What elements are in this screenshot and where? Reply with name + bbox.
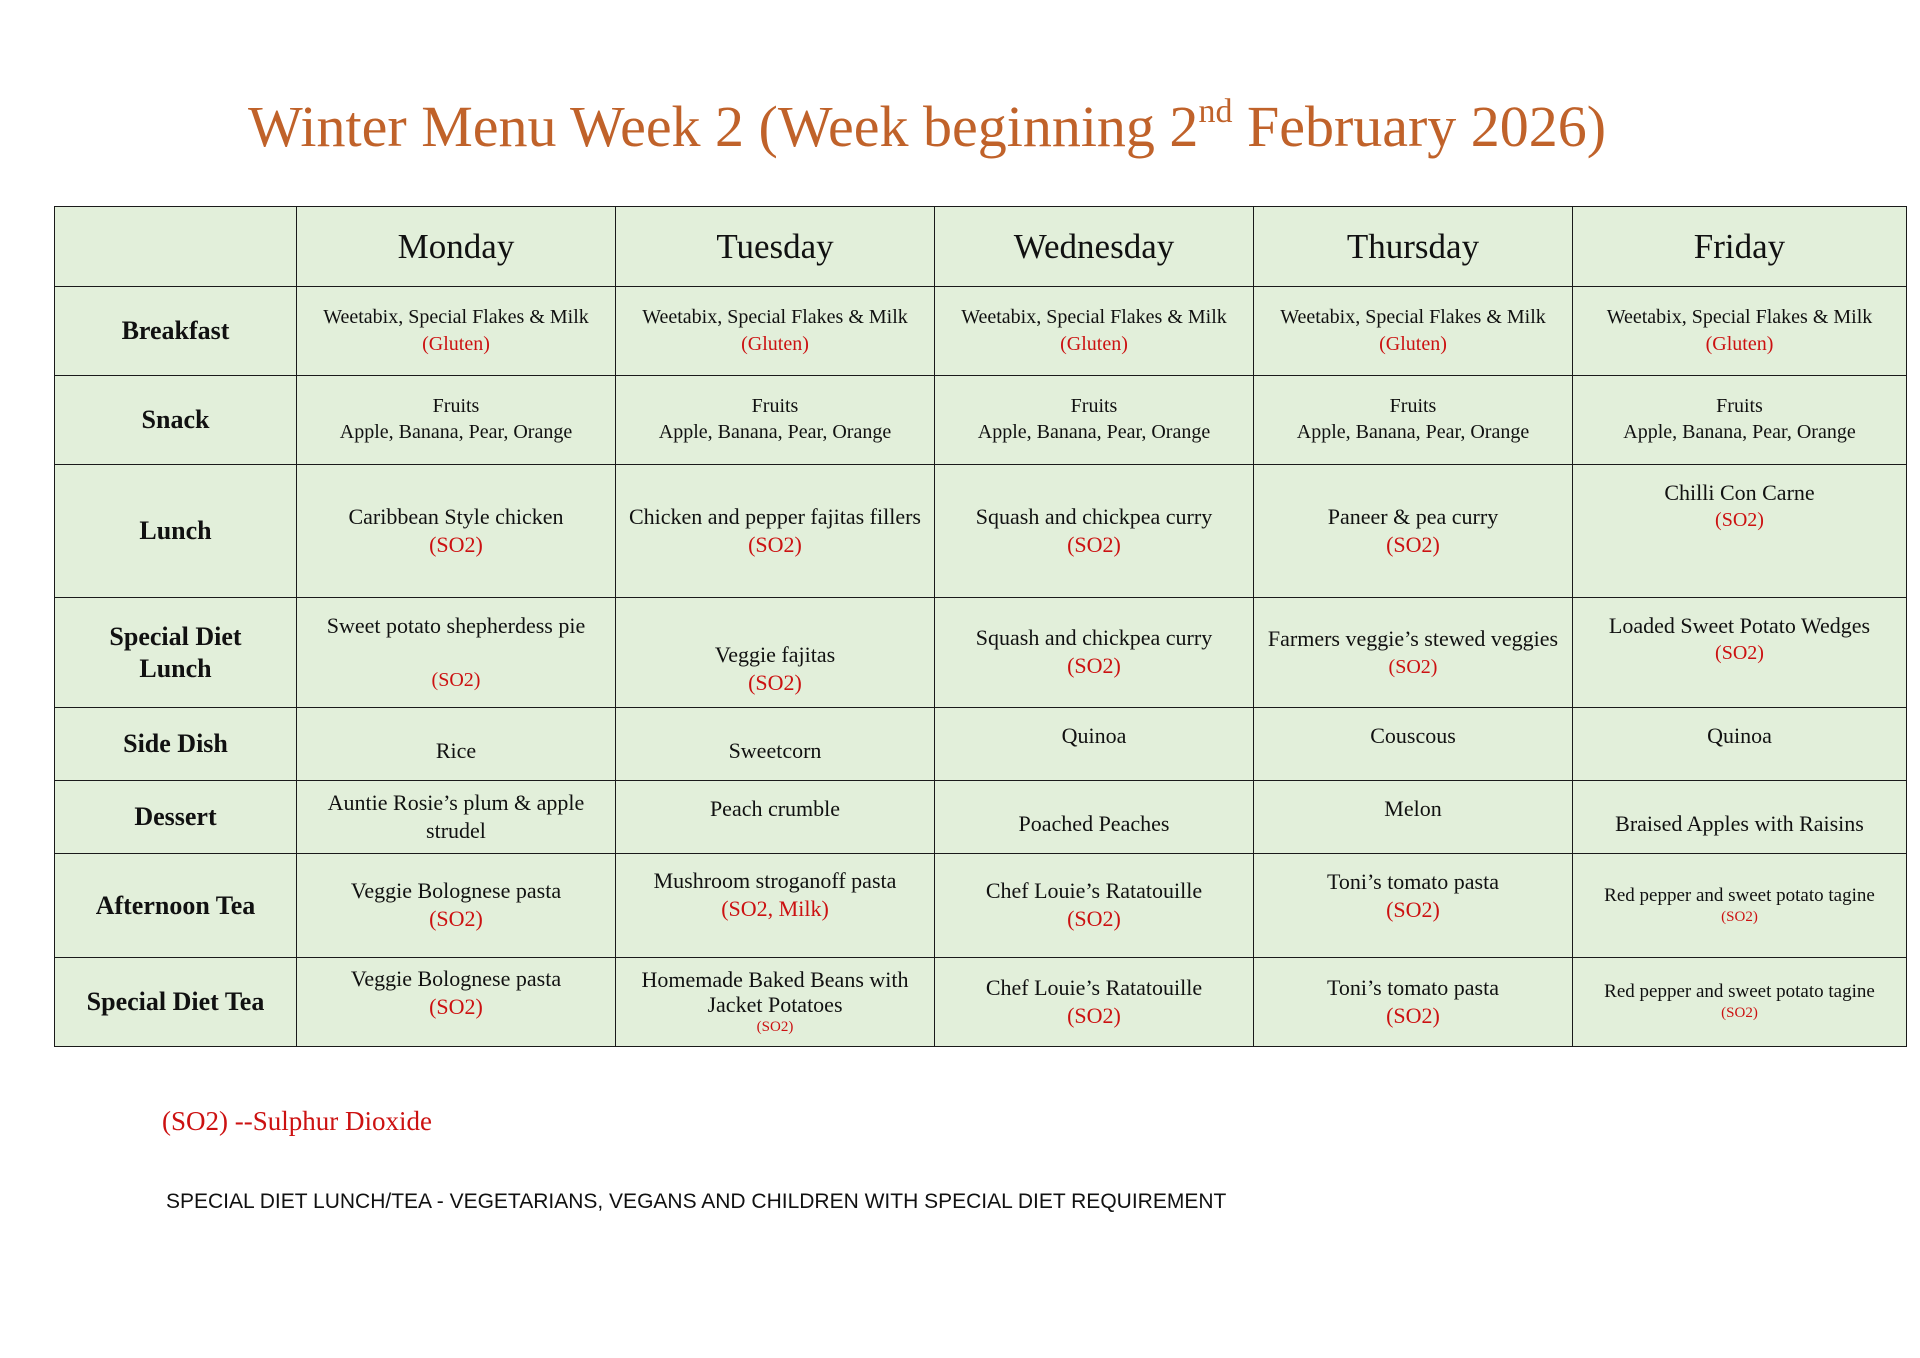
snack-line-1: Fruits [751,395,799,418]
dish-text: Weetabix, Special Flakes & Milk [323,306,589,329]
snack-line-2: Apple, Banana, Pear, Orange [977,421,1211,443]
page-title [248,93,1607,159]
dish-text: Veggie fajitas [714,642,836,668]
dish-text: Weetabix, Special Flakes & Milk [1606,306,1873,329]
lunch-cell-monday [297,465,616,598]
snack-cell-monday [297,376,616,465]
dessert-cell-thursday [1254,781,1573,854]
day-header-monday: Monday [297,207,616,287]
special-diet-lunch-row [55,598,1907,708]
dish-text: Chef Louie’s Ratatouille [985,878,1203,904]
dish-text: Braised Apples with Raisins [1615,810,1864,836]
dish-text: Toni’s tomato pasta [1327,974,1499,1000]
special-diet-tea-cell-thursday [1254,958,1573,1047]
breakfast-cell-thursday [1254,287,1573,376]
side-dish-cell-tuesday [616,708,935,781]
dessert-row [55,781,1907,854]
breakfast-cell-friday [1573,287,1907,376]
afternoon-tea-row [55,854,1907,958]
allergen-label: (Gluten) [1379,332,1447,355]
side-dish-cell-friday [1573,708,1907,781]
day-header-thursday: Thursday [1254,207,1573,287]
allergen-label: (SO2) [429,531,483,557]
corner-cell [55,207,297,287]
lunch-row [55,465,1907,598]
snack-line-2: Apple, Banana, Pear, Orange [1296,421,1530,443]
allergen-label: (SO2) [1067,1002,1121,1028]
side-dish-row [55,708,1907,781]
special-diet-tea-cell-tuesday [616,958,935,1047]
snack-row [55,376,1907,465]
allergen-label: (SO2) [1386,1002,1440,1028]
allergen-label: (SO2) [429,993,483,1019]
allergen-label: (SO2) [1067,906,1121,932]
row-header-special-diet-tea: Special Diet Tea [55,958,297,1047]
snack-cell-wednesday [935,376,1254,465]
dish-text: Red pepper and sweet potato tagine [1604,981,1875,1003]
special-diet-tea-row [55,958,1907,1047]
snack-line-1: Fruits [1389,395,1437,418]
title-superscript: nd [1198,93,1233,130]
dish-text: Weetabix, Special Flakes & Milk [642,306,908,329]
special-diet-tea-cell-monday [297,958,616,1047]
special-diet-lunch-cell-tuesday [616,598,935,708]
snack-line-2: Apple, Banana, Pear, Orange [1623,421,1856,443]
dish-text: Squash and chickpea curry [975,503,1213,529]
title-prefix: Winter Menu Week 2 (Week beginning 2 [248,94,1199,159]
breakfast-cell-tuesday [616,287,935,376]
allergen-label: (SO2) [429,906,483,932]
side-dish-cell-thursday [1254,708,1573,781]
dish-text: Couscous [1370,723,1456,748]
snack-line-2: Apple, Banana, Pear, Orange [658,421,892,443]
special-diet-lunch-cell-friday [1573,598,1907,708]
dish-text: Toni’s tomato pasta [1327,869,1499,894]
allergen-label: (SO2) [1715,642,1764,665]
snack-line-1: Fruits [1070,395,1118,418]
lunch-cell-friday [1573,465,1907,598]
snack-cell-friday [1573,376,1907,465]
dish-text: Chilli Con Carne [1664,480,1815,505]
afternoon-tea-cell-thursday [1254,854,1573,958]
allergen-label: (Gluten) [1705,332,1774,355]
allergen-label: (SO2) [1715,509,1764,532]
row-header-snack: Snack [55,376,297,465]
dish-text: Caribbean Style chicken [348,503,564,529]
row-header-side-dish: Side Dish [55,708,297,781]
spacer [303,641,609,667]
special-diet-lunch-cell-wednesday [935,598,1254,708]
allergen-label: (SO2) [1067,531,1121,557]
breakfast-cell-wednesday [935,287,1254,376]
special-diet-tea-cell-wednesday [935,958,1254,1047]
dish-text: Homemade Baked Beans with Jacket Potatoes [641,966,909,1018]
side-dish-cell-monday [297,708,616,781]
snack-line-1: Fruits [432,395,480,418]
dish-text: Veggie Bolognese pasta [350,965,562,991]
allergen-label: (SO2, Milk) [721,896,829,922]
allergen-label: (SO2) [1386,897,1440,923]
afternoon-tea-cell-wednesday [935,854,1254,958]
afternoon-tea-cell-tuesday [616,854,935,958]
breakfast-row [55,287,1907,376]
dessert-cell-wednesday [935,781,1254,854]
row-header-line-2: Lunch [139,653,212,683]
allergen-label: (SO2) [1721,1005,1758,1022]
dish-text: Farmers veggie’s stewed veggies [1267,626,1559,652]
dish-text: Red pepper and sweet potato tagine [1604,884,1875,906]
snack-line-2: Apple, Banana, Pear, Orange [339,421,573,443]
day-header-friday: Friday [1573,207,1907,287]
dish-text: Quinoa [1707,723,1772,748]
allergen-label: (SO2) [748,670,802,696]
dish-text: Rice [435,737,477,763]
dish-text: Poached Peaches [1018,810,1170,836]
dish-text: Squash and chickpea curry [975,625,1213,651]
dish-text: Chicken and pepper fajitas fillers [628,503,921,529]
dish-text: Auntie Rosie’s plum & apple strudel [327,789,585,843]
row-header-breakfast: Breakfast [55,287,297,376]
day-header-tuesday: Tuesday [616,207,935,287]
afternoon-tea-cell-monday [297,854,616,958]
allergen-label: (Gluten) [422,332,490,355]
dish-text: Peach crumble [709,796,841,821]
allergen-label: (SO2) [1386,531,1440,557]
row-header-lunch: Lunch [55,465,297,598]
dish-text: Sweet potato shepherdess pie [326,613,586,639]
dish-text: Paneer & pea curry [1327,503,1499,529]
allergen-label: (SO2) [748,531,802,557]
dish-text: Weetabix, Special Flakes & Milk [1280,306,1546,329]
dish-text: Weetabix, Special Flakes & Milk [961,306,1227,329]
breakfast-cell-monday [297,287,616,376]
special-diet-notice: SPECIAL DIET LUNCH/TEA - VEGETARIANS, VEGANS AND CHILDREN WITH SPECIAL DIET REQUIREMENT [166,1190,1227,1213]
row-header-line-1: Special Diet [109,622,242,652]
dessert-cell-tuesday [616,781,935,854]
weekly-menu-table [54,206,1907,1047]
row-header-special-diet-lunch [55,598,297,708]
row-header-afternoon-tea: Afternoon Tea [55,854,297,958]
allergen-label: (Gluten) [1060,332,1128,355]
row-header-dessert: Dessert [55,781,297,854]
allergen-label: (SO2) [1067,653,1121,679]
dish-text: Melon [1384,796,1442,821]
dish-text: Mushroom stroganoff pasta [653,868,897,894]
special-diet-tea-cell-friday [1573,958,1907,1047]
lunch-cell-tuesday [616,465,935,598]
title-suffix: February 2026) [1232,94,1607,159]
snack-cell-thursday [1254,376,1573,465]
side-dish-cell-wednesday [935,708,1254,781]
snack-line-1: Fruits [1716,395,1763,418]
dessert-cell-monday [297,781,616,854]
special-diet-lunch-cell-thursday [1254,598,1573,708]
dish-text: Chef Louie’s Ratatouille [985,974,1203,1000]
lunch-cell-wednesday [935,465,1254,598]
allergen-label: (SO2) [431,668,481,691]
lunch-cell-thursday [1254,465,1573,598]
dessert-cell-friday [1573,781,1907,854]
allergen-footnote: (SO2) --Sulphur Dioxide [162,1106,432,1136]
allergen-label: (SO2) [756,1018,794,1035]
allergen-label: (Gluten) [741,332,809,355]
dish-text: Loaded Sweet Potato Wedges [1608,613,1871,638]
day-header-wednesday: Wednesday [935,207,1254,287]
dish-text: Quinoa [1061,723,1127,748]
dish-text: Veggie Bolognese pasta [350,878,562,904]
dish-text: Sweetcorn [728,737,822,763]
afternoon-tea-cell-friday [1573,854,1907,958]
allergen-label: (SO2) [1721,908,1758,925]
day-header-row [55,207,1907,287]
allergen-label: (SO2) [1388,655,1438,678]
snack-cell-tuesday [616,376,935,465]
special-diet-lunch-cell-monday [297,598,616,708]
